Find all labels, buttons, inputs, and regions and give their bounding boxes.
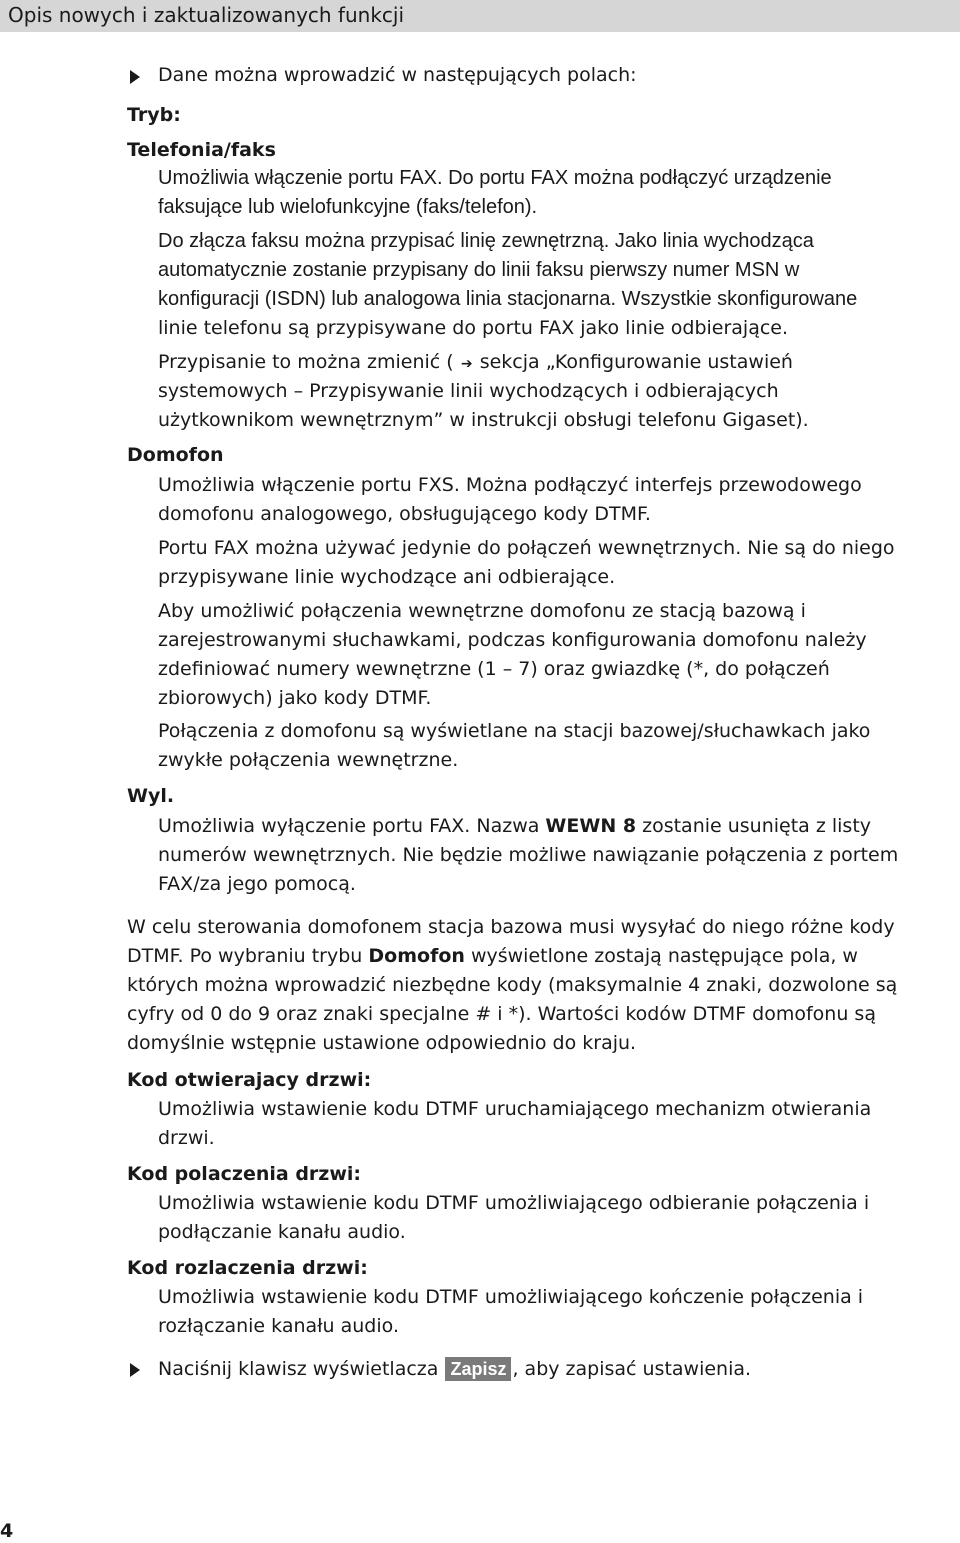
wyl-line2: numerów wewnętrznych. Nie będzie możliwe nawiązanie połączenia z portem xyxy=(158,844,899,866)
kod-rozlaczenia-line1: Umożliwia wstawienie kodu DTMF umożliwiającego kończenie połączenia i xyxy=(158,1286,864,1308)
domofon-p2-line2: przypisywane linie wychodzące ani odbierające. xyxy=(158,566,616,588)
telefonia-p3-line1: Przypisanie to można zmienić ( ➔ sekcja „Konfigurowanie ustawień xyxy=(158,348,793,378)
wyl-heading: Wyl. xyxy=(127,785,175,807)
telefonia-p1-line2: faksujące lub wielofunkcyjne (faks/telefon). xyxy=(158,196,538,218)
domofon-p1-line2: domofonu analogowego, obsługującego kody DTMF. xyxy=(158,503,651,525)
dtmf-line3: których można wprowadzić niezbędne kody (maksymalnie 4 znaki, dozwolone są xyxy=(127,974,898,996)
wyl-line3: FAX/za jego pomocą. xyxy=(158,873,356,895)
wyl-line1: Umożliwia wyłączenie portu FAX. Nazwa WEWN 8 zostanie usunięta z listy xyxy=(158,815,872,837)
domofon-p1-line1: Umożliwia włączenie portu FXS. Można podłączyć interfejs przewodowego xyxy=(158,474,862,496)
domofon-p4-line2: zwykłe połączenia wewnętrzne. xyxy=(158,749,459,771)
domofon-p3-line3: zdefiniować numery wewnętrzne (1 – 7) oraz gwiazdkę (*, do połączeń xyxy=(158,658,830,680)
dtmf-line4: cyfry od 0 do 9 oraz znaki specjalne # i *). Wartości kodów DTMF domofonu są xyxy=(127,1003,876,1025)
kod-otwierajacy-line1: Umożliwia wstawienie kodu DTMF uruchamiającego mechanizm otwierania xyxy=(158,1098,872,1120)
reference-arrow-icon: ➔ xyxy=(460,356,473,372)
kod-rozlaczenia-heading: Kod rozlaczenia drzwi: xyxy=(127,1257,368,1279)
telefonia-p2-line3: konfiguracji (ISDN) lub analogowa linia stacjonarna. Wszystkie skonfigurowane xyxy=(158,288,858,310)
telefonia-p3-line2: systemowych – Przypisywanie linii wychodzących i odbierających xyxy=(158,380,779,402)
domofon-p2-line1: Portu FAX można używać jedynie do połączeń wewnętrznych. Nie są do niego xyxy=(158,537,895,559)
zapisz-softkey[interactable]: Zapisz xyxy=(445,1357,511,1381)
dtmf-line1: W celu sterowania domofonem stacja bazowa musi wysyłać do niego różne kody xyxy=(127,916,895,938)
domofon-heading: Domofon xyxy=(127,444,224,466)
telefonia-heading: Telefonia/faks xyxy=(127,139,276,161)
kod-polaczenia-line1: Umożliwia wstawienie kodu DTMF umożliwiającego odbieranie połączenia i xyxy=(158,1192,870,1214)
dtmf-line2: DTMF. Po wybraniu trybu Domofon wyświetlone zostają następujące pola, w xyxy=(127,945,858,967)
step-arrow-icon xyxy=(130,1363,140,1377)
page-title: Opis nowych i zaktualizowanych funkcji xyxy=(8,3,405,27)
kod-rozlaczenia-line2: rozłączanie kanału audio. xyxy=(158,1315,399,1337)
domofon-p3-line4: zbiorowych) jako kody DTMF. xyxy=(158,687,432,709)
kod-polaczenia-heading: Kod polaczenia drzwi: xyxy=(127,1163,362,1185)
kod-otwierajacy-line2: drzwi. xyxy=(158,1127,215,1149)
dtmf-line5: domyślnie wstępnie ustawione odpowiednio do kraju. xyxy=(127,1032,637,1054)
step-arrow-icon xyxy=(130,70,140,84)
final-step: Naciśnij klawisz wyświetlacza Zapisz , aby zapisać ustawienia. xyxy=(158,1358,752,1380)
domofon-p3-line2: zarejestrowanymi słuchawkami, podczas konfigurowania domofonu należy xyxy=(158,629,867,651)
intro-text: Dane można wprowadzić w następujących polach: xyxy=(158,64,637,86)
domofon-p3-line1: Aby umożliwić połączenia wewnętrzne domofonu ze stacją bazową i xyxy=(158,600,806,622)
page-number: 4 xyxy=(0,1520,14,1542)
kod-otwierajacy-heading: Kod otwierajacy drzwi: xyxy=(127,1069,372,1091)
telefonia-p3-line3: użytkownikom wewnętrznym” w instrukcji obsługi telefonu Gigaset). xyxy=(158,409,809,431)
telefonia-p2-line2: automatycznie zostanie przypisany do linii faksu pierwszy numer MSN w xyxy=(158,259,800,281)
telefonia-p2-line1: Do złącza faksu można przypisać linię zewnętrzną. Jako linia wychodząca xyxy=(158,230,814,252)
mode-label: Tryb: xyxy=(127,104,181,126)
kod-polaczenia-line2: podłączanie kanału audio. xyxy=(158,1221,406,1243)
domofon-p4-line1: Połączenia z domofonu są wyświetlane na stacji bazowej/słuchawkach jako xyxy=(158,720,871,742)
telefonia-p1-line1: Umożliwia włączenie portu FAX. Do portu FAX można podłączyć urządzenie xyxy=(158,167,832,189)
telefonia-p2-line4: linie telefonu są przypisywane do portu FAX jako linie odbierające. xyxy=(158,317,789,339)
